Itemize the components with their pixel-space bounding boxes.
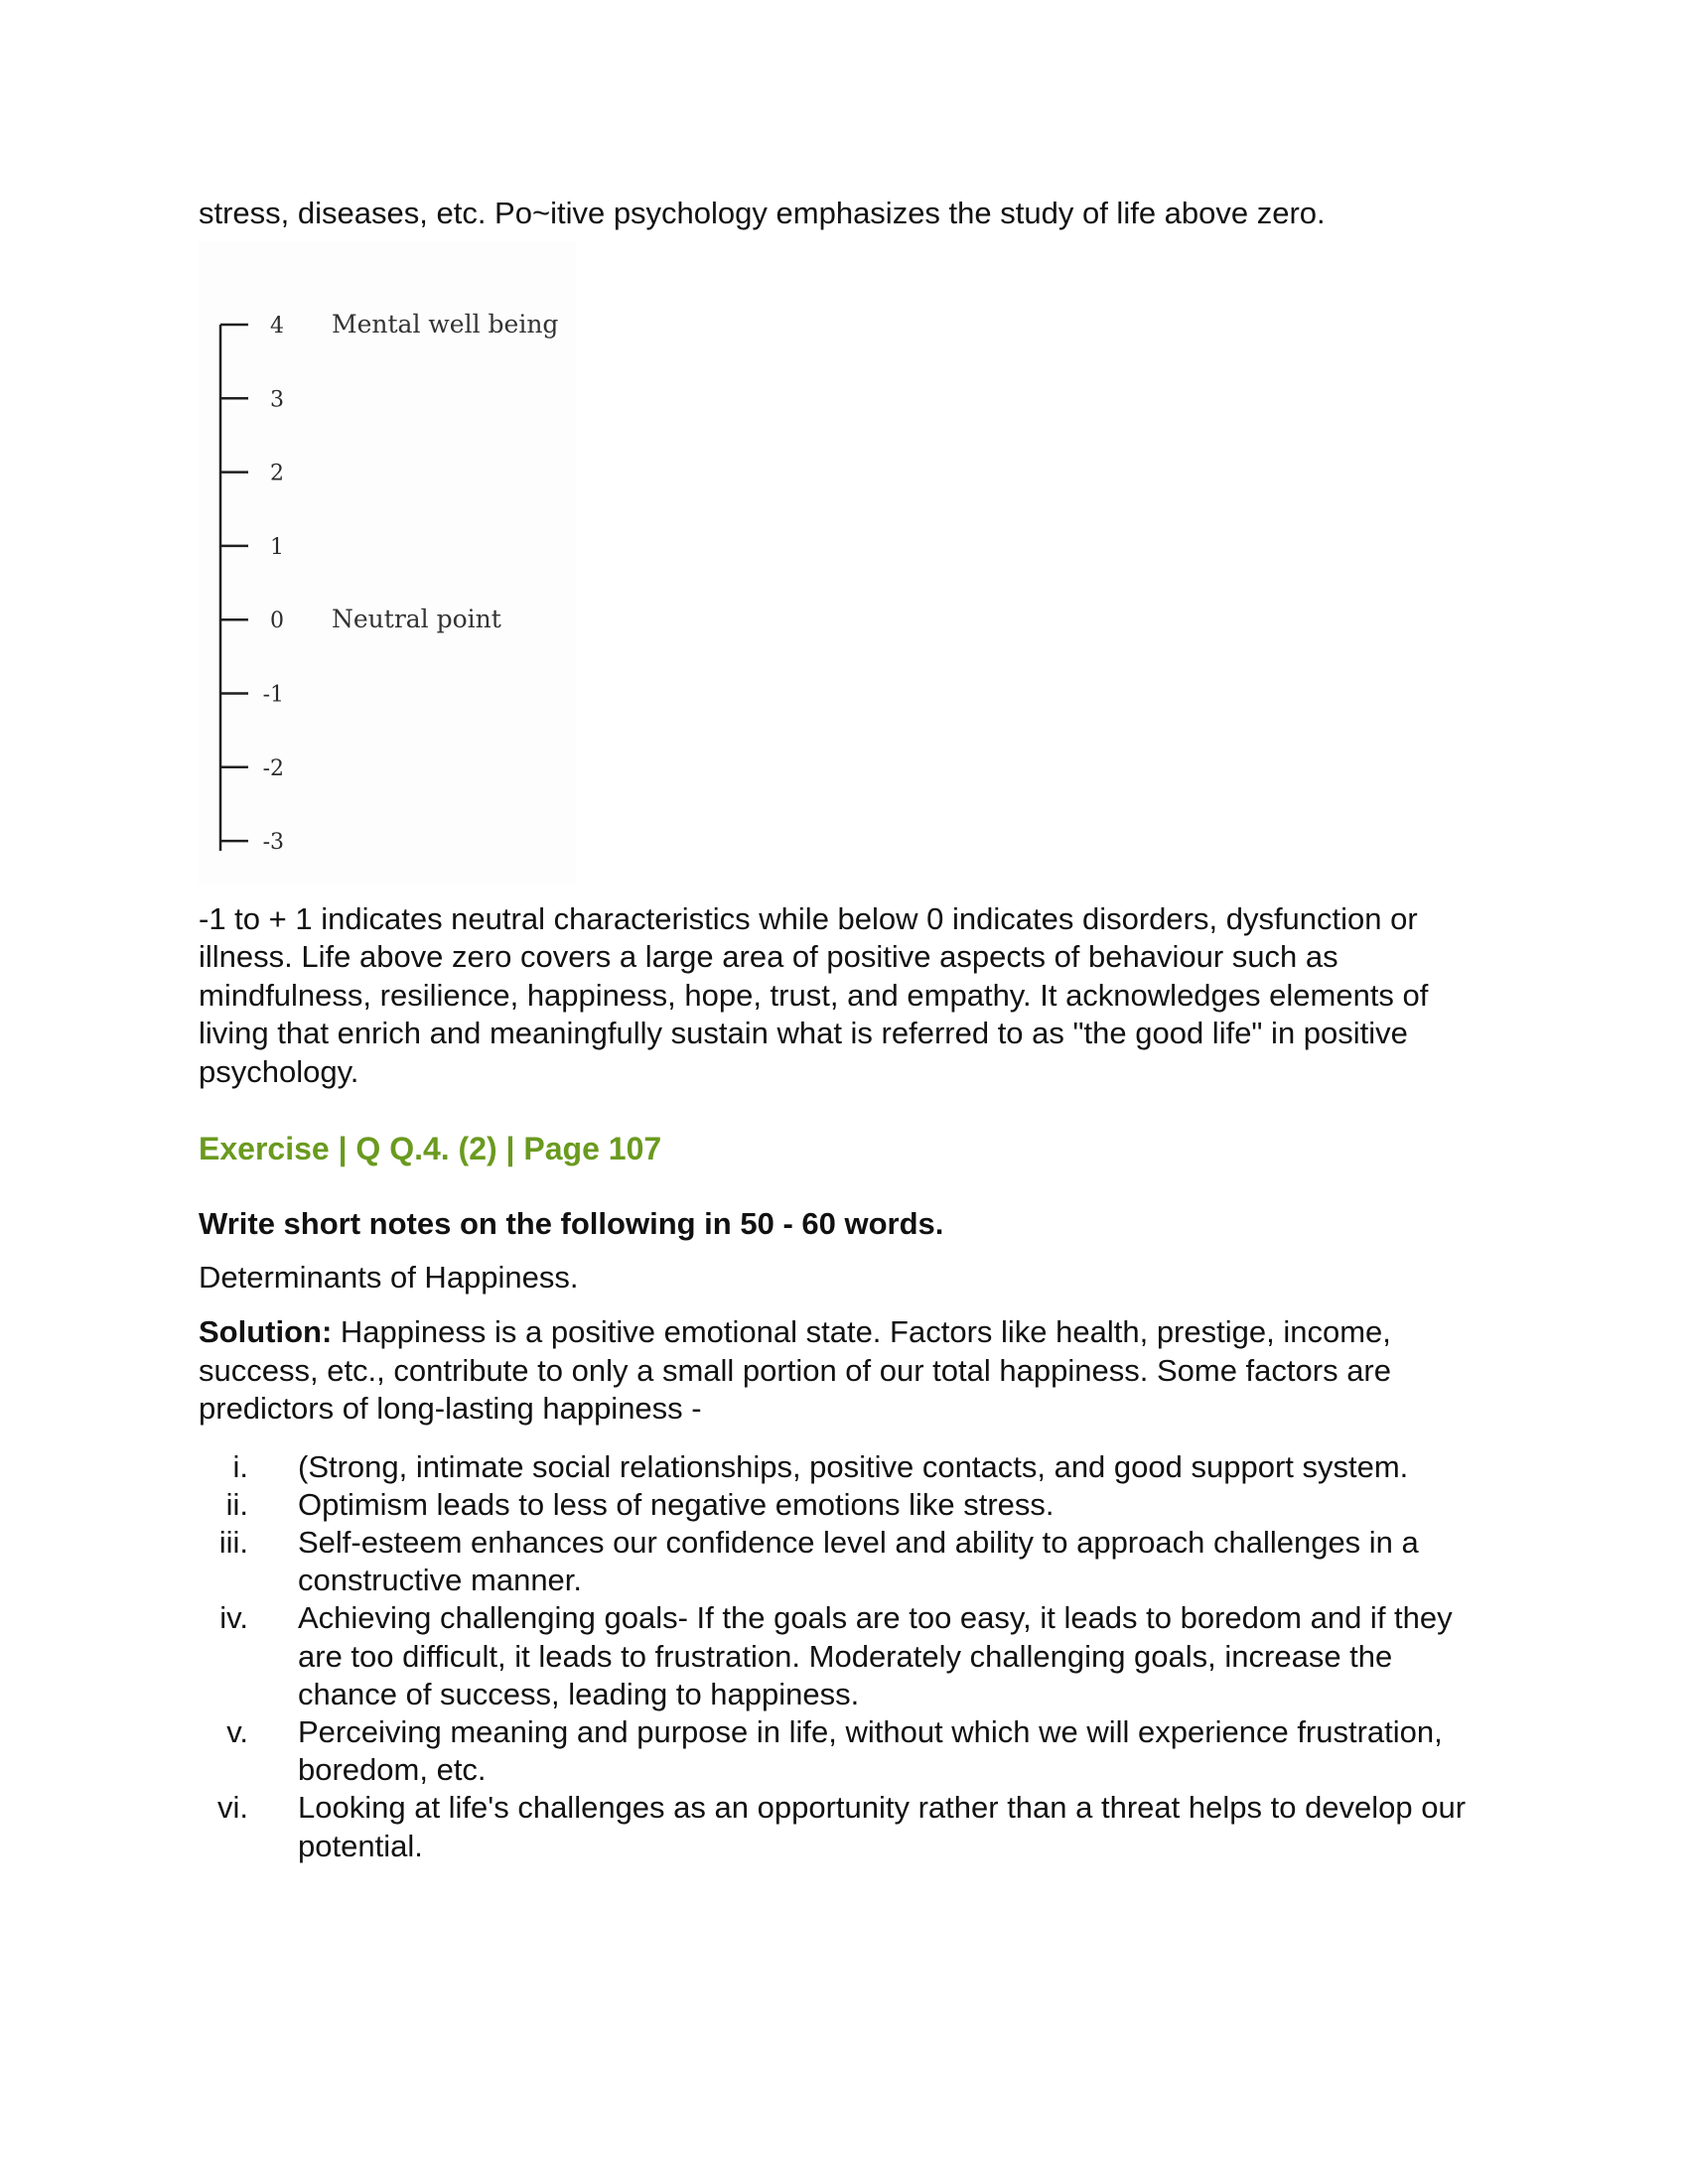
scale-tick-label: -3	[262, 829, 284, 855]
mental-health-scale-figure	[199, 241, 576, 885]
list-item-number: i.	[232, 1448, 248, 1484]
solution-text: Happiness is a positive emotional state. Factors like health, prestige, income, success, etc., contribute to only a small portion of our total happiness. Some factors are predictors of long-lasting happiness -	[199, 1314, 1391, 1426]
list-item	[199, 1524, 1499, 1599]
scale-diagram	[199, 241, 576, 885]
scale-tick-label: -2	[262, 755, 284, 781]
exercise-heading: Exercise | Q Q.4. (2) | Page 107	[199, 1131, 662, 1166]
question-text: Write short notes on the following in 50 - 60 words.	[199, 1206, 944, 1241]
label-neutral-point: Neutral point	[332, 604, 501, 633]
explanation-paragraph: -1 to + 1 indicates neutral characteristics while below 0 indicates disorders, dysfunction or illness. Life above zero covers a large area of positive aspects of behaviour such as mindfulness, resilience, happiness, hope, trust, and empathy. It acknowledges elements of living that enrich and meaningfully sustain what is referred to as "the good life" in positive psychology.	[199, 900, 1429, 1089]
list-item-number: iii.	[218, 1524, 248, 1560]
list-item-text: Self-esteem enhances our confidence level and ability to approach challenges in a constructive manner.	[298, 1524, 1419, 1598]
topic-text: Determinants of Happiness.	[199, 1260, 579, 1295]
list-item-number: vi.	[217, 1790, 248, 1826]
list-item	[199, 1486, 1499, 1524]
list-item-number: iv.	[219, 1600, 248, 1636]
scale-tick-label: 3	[270, 386, 284, 412]
document-page	[199, 195, 1499, 1865]
scale-tick-label: -1	[262, 682, 284, 707]
list-item-number: v.	[226, 1713, 248, 1749]
scale-tick-label: 2	[270, 461, 284, 486]
scale-tick-label: 0	[270, 608, 284, 633]
scale-tick-label: 1	[270, 534, 284, 560]
list-item	[199, 1599, 1499, 1713]
list-item-text: (Strong, intimate social relationships, positive contacts, and good support system.	[298, 1448, 1409, 1484]
list-item-number: ii.	[225, 1486, 248, 1522]
list-item	[199, 1713, 1499, 1789]
solution-paragraph	[199, 1313, 1499, 1429]
intro-paragraph: stress, diseases, etc. Po~itive psychology emphasizes the study of life above zero.	[199, 196, 1326, 230]
happiness-factors-list	[199, 1448, 1499, 1865]
list-item	[199, 1448, 1499, 1486]
list-item-text: Optimism leads to less of negative emotions like stress.	[298, 1486, 1055, 1522]
list-item-text: Perceiving meaning and purpose in life, without which we will experience frustration, boredom, etc.	[298, 1713, 1443, 1788]
label-mental-well-being: Mental well being	[332, 309, 559, 339]
list-item-text: Looking at life's challenges as an opportunity rather than a threat helps to develop our potential.	[298, 1790, 1467, 1863]
list-item	[199, 1789, 1499, 1864]
solution-label: Solution:	[199, 1314, 333, 1349]
list-item-text: Achieving challenging goals- If the goals are too easy, it leads to boredom and if they are too difficult, it leads to frustration. Moderately challenging goals, increase the chance of success, leading to happiness.	[298, 1600, 1453, 1711]
scale-tick-label: 4	[270, 313, 284, 339]
